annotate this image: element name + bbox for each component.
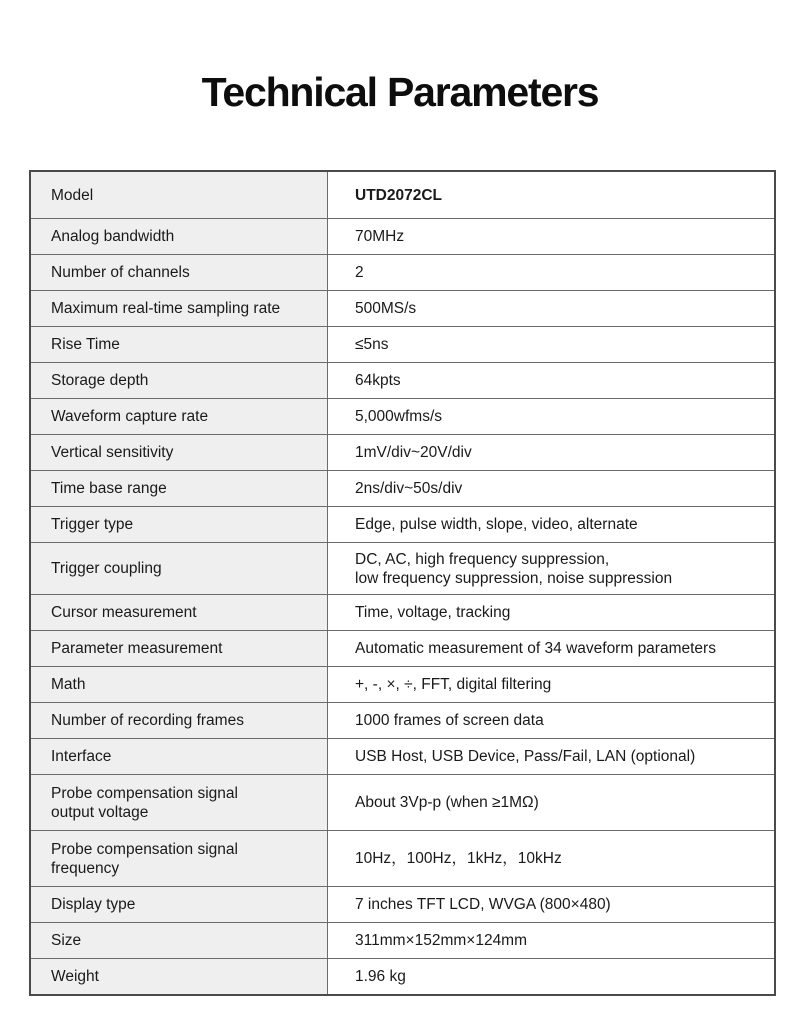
row-label: Trigger type <box>30 507 328 543</box>
row-value: ≤5ns <box>328 327 776 363</box>
table-row <box>30 831 775 887</box>
row-value: 1mV/div~20V/div <box>328 435 776 471</box>
row-value <box>328 543 776 595</box>
table-row <box>30 435 775 471</box>
row-label <box>30 831 328 887</box>
row-label: Math <box>30 667 328 703</box>
table-row <box>30 739 775 775</box>
row-value: 2 <box>328 255 776 291</box>
row-value-line1: DC, AC, high frequency suppression, <box>355 550 610 568</box>
table-row <box>30 255 775 291</box>
table-row <box>30 471 775 507</box>
table-row <box>30 363 775 399</box>
row-value: +, -, ×, ÷, FFT, digital filtering <box>328 667 776 703</box>
row-value: 10Hz，100Hz，1kHz，10kHz <box>328 831 776 887</box>
table-row <box>30 399 775 435</box>
row-value: USB Host, USB Device, Pass/Fail, LAN (optional) <box>328 739 776 775</box>
row-label: Rise Time <box>30 327 328 363</box>
table-row <box>30 887 775 923</box>
row-label: Maximum real-time sampling rate <box>30 291 328 327</box>
table-row <box>30 667 775 703</box>
row-label: Analog bandwidth <box>30 219 328 255</box>
row-value: Edge, pulse width, slope, video, alternate <box>328 507 776 543</box>
table-row <box>30 219 775 255</box>
table-row <box>30 703 775 739</box>
row-label: Vertical sensitivity <box>30 435 328 471</box>
table-row <box>30 291 775 327</box>
row-value: 7 inches TFT LCD, WVGA (800×480) <box>328 887 776 923</box>
row-label: Number of channels <box>30 255 328 291</box>
table-row <box>30 959 775 996</box>
page-title: Technical Parameters <box>201 69 599 115</box>
row-label-line1: Probe compensation signal <box>51 784 238 802</box>
row-value: Automatic measurement of 34 waveform parameters <box>328 631 776 667</box>
row-label: Size <box>30 923 328 959</box>
row-label <box>30 775 328 831</box>
table-row <box>30 923 775 959</box>
row-value: Time, voltage, tracking <box>328 595 776 631</box>
row-label: Waveform capture rate <box>30 399 328 435</box>
row-label-line2: output voltage <box>51 803 149 821</box>
row-label: Storage depth <box>30 363 328 399</box>
row-value: 500MS/s <box>328 291 776 327</box>
row-value: 1.96 kg <box>328 959 776 996</box>
row-label: Cursor measurement <box>30 595 328 631</box>
table-row <box>30 543 775 595</box>
row-value: 1000 frames of screen data <box>328 703 776 739</box>
row-label: Display type <box>30 887 328 923</box>
table-row <box>30 171 775 219</box>
row-value: 2ns/div~50s/div <box>328 471 776 507</box>
table-row <box>30 507 775 543</box>
row-label: Time base range <box>30 471 328 507</box>
row-label: Weight <box>30 959 328 996</box>
row-label-line2: frequency <box>51 859 120 877</box>
spec-table <box>29 170 776 996</box>
row-label: Trigger coupling <box>30 543 328 595</box>
table-row <box>30 631 775 667</box>
row-label-line1: Probe compensation signal <box>51 840 238 858</box>
row-value: 70MHz <box>328 219 776 255</box>
table-row <box>30 775 775 831</box>
row-value: About 3Vp-p (when ≥1MΩ) <box>328 775 776 831</box>
row-value: 5,000wfms/s <box>328 399 776 435</box>
row-value: 64kpts <box>328 363 776 399</box>
row-label: Number of recording frames <box>30 703 328 739</box>
row-label: Model <box>30 171 328 219</box>
row-label: Parameter measurement <box>30 631 328 667</box>
row-value: 311mm×152mm×124mm <box>328 923 776 959</box>
row-label: Interface <box>30 739 328 775</box>
row-value-line2: low frequency suppression, noise suppression <box>355 569 673 587</box>
row-value: UTD2072CL <box>328 171 776 219</box>
table-row <box>30 595 775 631</box>
table-row <box>30 327 775 363</box>
